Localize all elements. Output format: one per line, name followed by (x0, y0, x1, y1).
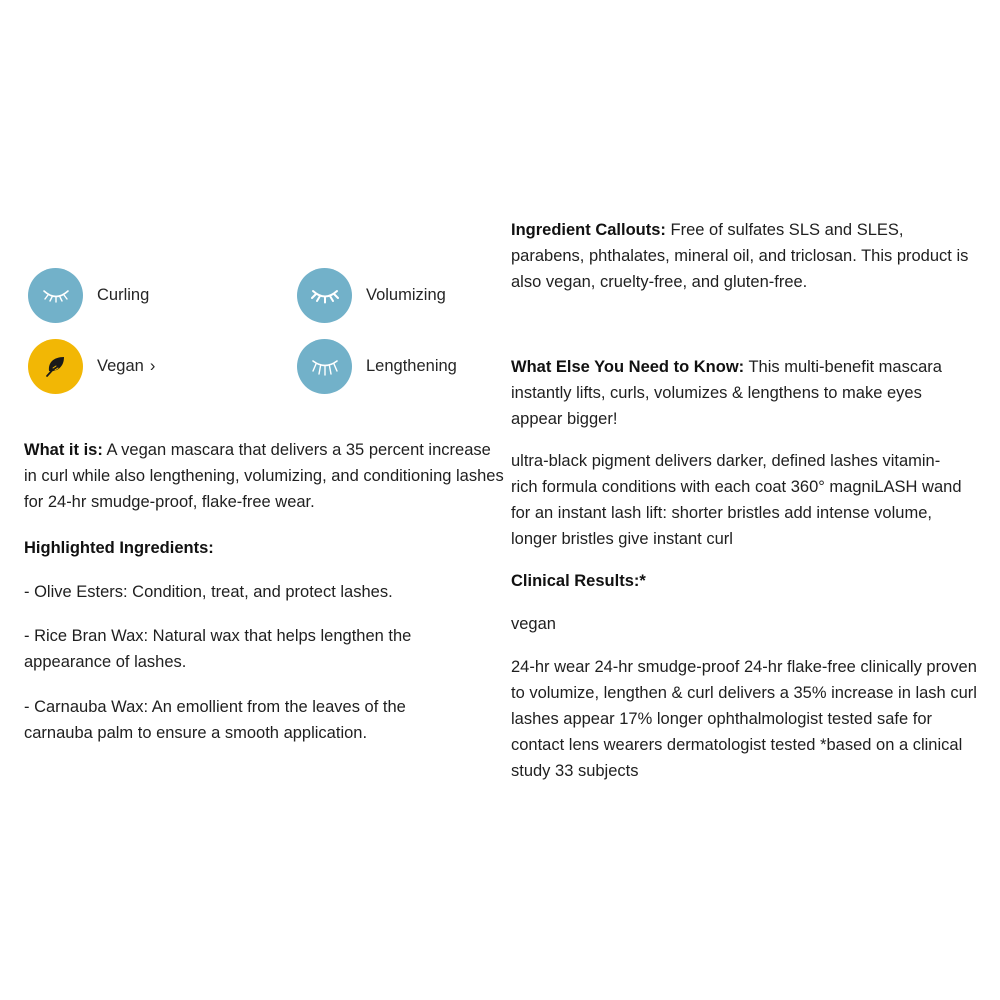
attribute-vegan[interactable] (28, 338, 155, 394)
what-else-you-need-to-know (511, 354, 956, 432)
chevron-right-icon: › (149, 357, 156, 375)
what-it-is-paragraph (24, 437, 504, 515)
clinical-results-text: 24-hr wear 24-hr smudge-proof 24-hr flake-free clinically proven to volumize, lengthen & curl delivers a 35% increase in lash curl lashes appear 17% longer ophthalmologist tested safe for contact lens wearers dermatologist tested *based on a clinical study 33 subjects (511, 658, 977, 780)
highlighted-ingredients-heading-block (24, 535, 504, 561)
what-else-text: This multi-benefit mascara instantly lifts, curls, volumizes & lengthens to make eyes appear bigger! (511, 358, 942, 428)
volume-lash-icon (297, 268, 352, 323)
ingredient-olive-esters (24, 579, 494, 605)
vegan-label-text: Vegan (97, 357, 144, 375)
attribute-curling (28, 267, 149, 323)
features-text: ultra-black pigment delivers darker, defined lashes vitamin-rich formula conditions with each coat 360° magniLASH wand for an instant lash lift: shorter bristles add intense volume, longer bristles give instant curl (511, 452, 962, 548)
what-else-heading: What Else You Need to Know: (511, 358, 745, 376)
ingredient-callouts-heading: Ingredient Callouts: (511, 221, 666, 239)
what-it-is (24, 437, 504, 515)
attribute-volumizing (297, 267, 446, 323)
ingredient-item: - Rice Bran Wax: Natural wax that helps lengthen the appearance of lashes. (24, 627, 412, 671)
vegan-note-text: vegan (511, 615, 556, 633)
attribute-vegan-label (97, 353, 155, 379)
curled-lash-icon (28, 268, 83, 323)
what-it-is-heading: What it is: (24, 441, 103, 459)
leaf-icon (28, 339, 83, 394)
long-lash-icon (297, 339, 352, 394)
attribute-lengthening-label: Lengthening (366, 357, 457, 375)
ingredient-callouts-text: Free of sulfates SLS and SLES, parabens, phthalates, mineral oil, and triclosan. This product is also vegan, cruelty-free, and gluten-free. (511, 221, 969, 291)
vegan-note (511, 611, 981, 637)
ingredient-rice-bran-wax (24, 623, 464, 675)
ingredient-item: - Olive Esters: Condition, treat, and protect lashes. (24, 583, 393, 601)
attribute-curling-label: Curling (97, 286, 150, 304)
clinical-results-heading-block (511, 568, 981, 594)
ingredient-carnauba-wax (24, 694, 464, 746)
highlighted-ingredients-heading: Highlighted Ingredients: (24, 539, 214, 557)
attribute-lengthening (297, 338, 457, 394)
clinical-results-heading: Clinical Results:* (511, 572, 646, 590)
features (511, 448, 966, 552)
ingredient-item: - Carnauba Wax: An emollient from the leaves of the carnauba palm to ensure a smooth application. (24, 698, 406, 742)
clinical-results (511, 654, 981, 784)
attribute-volumizing-label: Volumizing (366, 286, 446, 304)
what-it-is-text: A vegan mascara that delivers a 35 percent increase in curl while also lengthening, volumizing, and conditioning lashes for 24-hr smudge-proof, flake-free wear. (24, 441, 504, 511)
ingredient-callouts (511, 217, 981, 295)
